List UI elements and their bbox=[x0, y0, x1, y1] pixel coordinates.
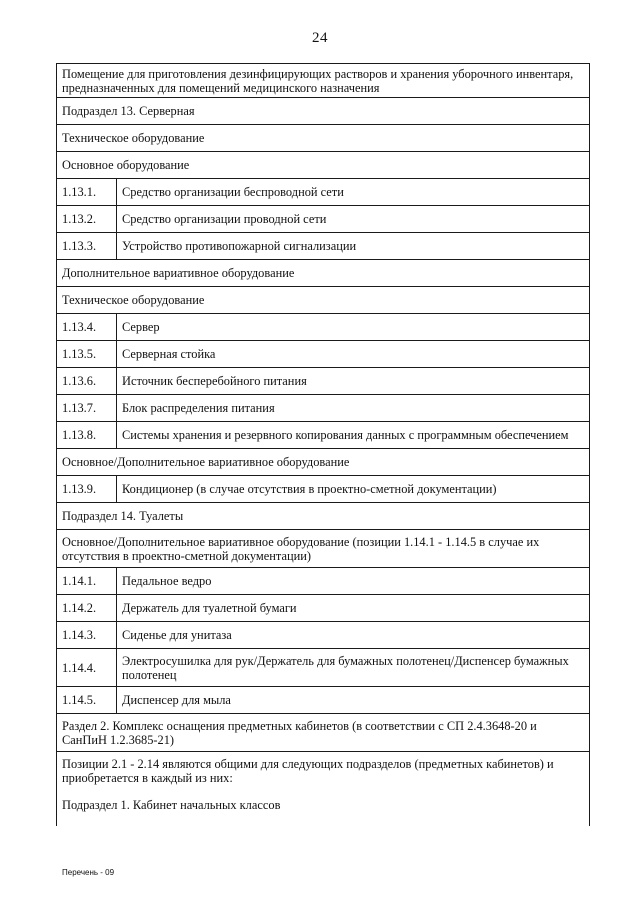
item-number: 1.14.1. bbox=[57, 568, 117, 595]
item-name: Электросушилка для рук/Держатель для бумажных полотенец/Диспенсер бумажных полотенец bbox=[117, 649, 590, 687]
subsection-heading: Подраздел 13. Серверная bbox=[57, 98, 590, 125]
category-heading: Основное/Дополнительное вариативное оборудование bbox=[57, 449, 590, 476]
item-number: 1.14.5. bbox=[57, 687, 117, 714]
item-name: Средство организации проводной сети bbox=[117, 206, 590, 233]
item-number: 1.13.2. bbox=[57, 206, 117, 233]
item-name: Сервер bbox=[117, 314, 590, 341]
item-name: Серверная стойка bbox=[117, 341, 590, 368]
page-number: 24 bbox=[312, 30, 328, 46]
item-number: 1.14.4. bbox=[57, 649, 117, 687]
table-row bbox=[57, 422, 590, 449]
table-row bbox=[57, 595, 590, 622]
table-row bbox=[57, 687, 590, 714]
category-heading: Техническое оборудование bbox=[57, 125, 590, 152]
category-heading: Дополнительное вариативное оборудование bbox=[57, 260, 590, 287]
item-number: 1.13.7. bbox=[57, 395, 117, 422]
item-name: Блок распределения питания bbox=[117, 395, 590, 422]
table-row bbox=[57, 206, 590, 233]
table-row bbox=[57, 341, 590, 368]
equipment-table bbox=[56, 63, 590, 826]
item-name: Диспенсер для мыла bbox=[117, 687, 590, 714]
table-row bbox=[57, 64, 590, 98]
table-row bbox=[57, 98, 590, 125]
item-number: 1.13.3. bbox=[57, 233, 117, 260]
footer-label: Перечень - 09 bbox=[62, 868, 115, 877]
table-row bbox=[57, 233, 590, 260]
item-number: 1.14.3. bbox=[57, 622, 117, 649]
item-number: 1.13.5. bbox=[57, 341, 117, 368]
table-row bbox=[57, 476, 590, 503]
item-name: Кондиционер (в случае отсутствия в проектно-сметной документации) bbox=[117, 476, 590, 503]
subsection-heading: Подраздел 1. Кабинет начальных классов bbox=[57, 794, 590, 826]
table-row bbox=[57, 622, 590, 649]
table-row bbox=[57, 125, 590, 152]
item-number: 1.13.6. bbox=[57, 368, 117, 395]
item-name: Системы хранения и резервного копирования данных с программным обеспечением bbox=[117, 422, 590, 449]
table-row bbox=[57, 395, 590, 422]
table-row bbox=[57, 568, 590, 595]
table-row bbox=[57, 530, 590, 568]
category-heading: Техническое оборудование bbox=[57, 287, 590, 314]
table-row bbox=[57, 314, 590, 341]
item-name: Устройство противопожарной сигнализации bbox=[117, 233, 590, 260]
item-number: 1.13.1. bbox=[57, 179, 117, 206]
table-row bbox=[57, 260, 590, 287]
item-name: Держатель для туалетной бумаги bbox=[117, 595, 590, 622]
table-row bbox=[57, 152, 590, 179]
item-name: Средство организации беспроводной сети bbox=[117, 179, 590, 206]
table-row bbox=[57, 449, 590, 476]
item-number: 1.13.4. bbox=[57, 314, 117, 341]
table-row bbox=[57, 752, 590, 795]
item-name: Сиденье для унитаза bbox=[117, 622, 590, 649]
table-row bbox=[57, 649, 590, 687]
item-number: 1.13.8. bbox=[57, 422, 117, 449]
item-name: Источник бесперебойного питания bbox=[117, 368, 590, 395]
item-number: 1.14.2. bbox=[57, 595, 117, 622]
item-number: 1.13.9. bbox=[57, 476, 117, 503]
category-heading: Основное оборудование bbox=[57, 152, 590, 179]
positions-note: Позиции 2.1 - 2.14 являются общими для следующих подразделов (предметных кабинетов) и приобретается в каждый из них: bbox=[57, 752, 590, 795]
section-heading: Раздел 2. Комплекс оснащения предметных кабинетов (в соответствии с СП 2.4.3648-20 и СанПиН 1.2.3685-21) bbox=[57, 714, 590, 752]
table-row bbox=[57, 714, 590, 752]
subsection-heading: Подраздел 14. Туалеты bbox=[57, 503, 590, 530]
category-heading: Основное/Дополнительное вариативное оборудование (позиции 1.14.1 - 1.14.5 в случае их отсутствия в проектно-сметной документации) bbox=[57, 530, 590, 568]
table-row bbox=[57, 368, 590, 395]
table-row bbox=[57, 794, 590, 826]
item-name: Педальное ведро bbox=[117, 568, 590, 595]
room-description: Помещение для приготовления дезинфицирующих растворов и хранения уборочного инвентаря, предназначенных для помещений медицинского назначения bbox=[57, 64, 590, 98]
table-row bbox=[57, 179, 590, 206]
table-row bbox=[57, 503, 590, 530]
table-row bbox=[57, 287, 590, 314]
